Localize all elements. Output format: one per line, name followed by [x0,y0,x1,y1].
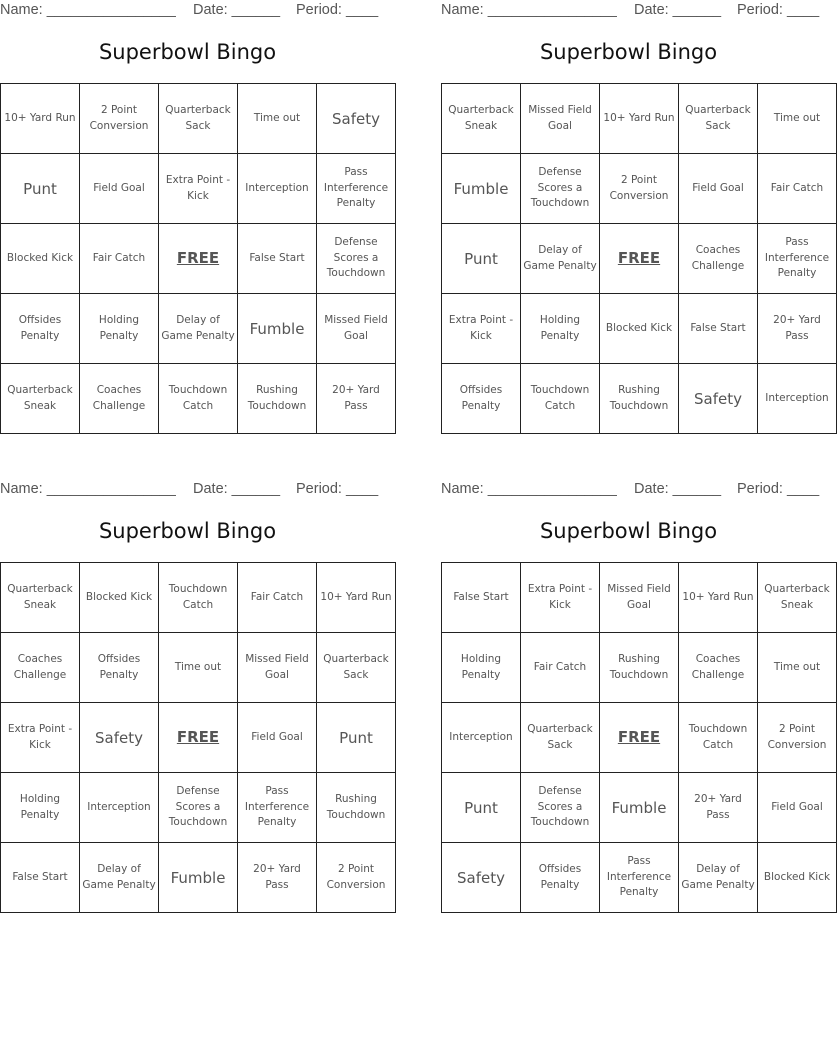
bingo-cell: Quarterback Sack [317,633,396,703]
grid-row [1,703,396,773]
bingo-cell: Time out [238,84,317,154]
bingo-cell: 20+ Yard Pass [238,843,317,913]
bingo-cell: Extra Point - Kick [521,563,600,633]
bingo-cell: 10+ Yard Run [317,563,396,633]
bingo-cell: False Start [679,294,758,364]
bingo-cell: 2 Point Conversion [80,84,159,154]
bingo-cell: Fair Catch [238,563,317,633]
bingo-cell: 10+ Yard Run [679,563,758,633]
bingo-cell: Holding Penalty [521,294,600,364]
bingo-cell: Quarterback Sack [521,703,600,773]
card-title: Superbowl Bingo [539,40,718,64]
grid-row [442,773,837,843]
bingo-cell: Time out [159,633,238,703]
free-space-cell: FREE [159,703,238,773]
grid-row [1,563,396,633]
bingo-cell: 20+ Yard Pass [317,364,396,434]
bingo-cell: Delay of Game Penalty [521,224,600,294]
bingo-cell: Fair Catch [521,633,600,703]
grid-row [442,843,837,913]
bingo-grid [441,83,837,434]
card-title: Superbowl Bingo [98,40,277,64]
bingo-cell: Fumble [442,154,521,224]
bingo-cell: Interception [80,773,159,843]
student-info-line [441,2,820,20]
bingo-cell: 2 Point Conversion [317,843,396,913]
grid-row [1,224,396,294]
bingo-cell: Defense Scores a Touchdown [317,224,396,294]
bingo-cell: Safety [317,84,396,154]
grid-row [1,84,396,154]
grid-row [1,633,396,703]
grid-row [442,633,837,703]
bingo-cell: Quarterback Sneak [758,563,837,633]
bingo-cell: Touchdown Catch [521,364,600,434]
date-field-label: Date: ______ [634,481,722,497]
bingo-cell: Touchdown Catch [159,563,238,633]
bingo-cell: Delay of Game Penalty [679,843,758,913]
bingo-cell: Blocked Kick [80,563,159,633]
bingo-cell: Coaches Challenge [679,224,758,294]
bingo-cell: Quarterback Sneak [1,364,80,434]
bingo-grid [0,83,396,434]
bingo-cell: Fumble [238,294,317,364]
bingo-cell: Quarterback Sneak [442,84,521,154]
bingo-cell: Holding Penalty [1,773,80,843]
bingo-cell: 2 Point Conversion [600,154,679,224]
bingo-cell: False Start [1,843,80,913]
free-space-cell: FREE [159,224,238,294]
bingo-cell: Holding Penalty [442,633,521,703]
bingo-cell: 10+ Yard Run [600,84,679,154]
bingo-cell: Extra Point - Kick [442,294,521,364]
name-field-label: Name: ________________ [0,2,176,18]
free-space-cell: FREE [600,224,679,294]
bingo-cell: Coaches Challenge [80,364,159,434]
bingo-cell: 2 Point Conversion [758,703,837,773]
bingo-cell: Fair Catch [80,224,159,294]
bingo-cell: Blocked Kick [758,843,837,913]
bingo-cell: Blocked Kick [600,294,679,364]
name-field-label: Name: ________________ [441,2,617,18]
bingo-cell: Offsides Penalty [1,294,80,364]
bingo-cell: Safety [442,843,521,913]
bingo-cell: Delay of Game Penalty [80,843,159,913]
bingo-cell: Delay of Game Penalty [159,294,238,364]
bingo-cell: Punt [442,224,521,294]
grid-row [1,843,396,913]
bingo-cell: Extra Point - Kick [1,703,80,773]
period-field-label: Period: ____ [296,481,379,497]
bingo-cell: Field Goal [758,773,837,843]
bingo-cell: Missed Field Goal [238,633,317,703]
period-field-label: Period: ____ [296,2,379,18]
bingo-grid [0,562,396,913]
bingo-cell: Fair Catch [758,154,837,224]
bingo-cell: Offsides Penalty [521,843,600,913]
bingo-cell: Quarterback Sneak [1,563,80,633]
bingo-cell: Field Goal [238,703,317,773]
bingo-cell: Coaches Challenge [1,633,80,703]
free-space-cell: FREE [600,703,679,773]
bingo-cell: Missed Field Goal [521,84,600,154]
grid-row [1,773,396,843]
bingo-cell: Extra Point - Kick [159,154,238,224]
bingo-cell: Safety [679,364,758,434]
grid-row [442,364,837,434]
bingo-cell: Blocked Kick [1,224,80,294]
bingo-cell: Missed Field Goal [600,563,679,633]
bingo-cell: Defense Scores a Touchdown [159,773,238,843]
grid-row [442,224,837,294]
bingo-grid [441,562,837,913]
bingo-cell: False Start [238,224,317,294]
bingo-cell: Field Goal [679,154,758,224]
grid-row [442,563,837,633]
bingo-cell: Rushing Touchdown [317,773,396,843]
grid-row [442,154,837,224]
name-field-label: Name: ________________ [441,481,617,497]
bingo-cell: Coaches Challenge [679,633,758,703]
bingo-cell: Defense Scores a Touchdown [521,154,600,224]
bingo-cell: 20+ Yard Pass [758,294,837,364]
grid-row [1,364,396,434]
bingo-cell: Quarterback Sack [159,84,238,154]
bingo-cell: False Start [442,563,521,633]
bingo-cell: Touchdown Catch [159,364,238,434]
bingo-cell: Rushing Touchdown [600,364,679,434]
bingo-cell: Interception [758,364,837,434]
bingo-cell: 20+ Yard Pass [679,773,758,843]
grid-row [442,703,837,773]
bingo-cell: Pass Interference Penalty [600,843,679,913]
bingo-cell: Holding Penalty [80,294,159,364]
bingo-cell: Pass Interference Penalty [238,773,317,843]
bingo-cell: Interception [442,703,521,773]
card-title: Superbowl Bingo [539,519,718,543]
bingo-cell: Pass Interference Penalty [317,154,396,224]
bingo-cell: Interception [238,154,317,224]
bingo-cell: Punt [1,154,80,224]
bingo-cell: Rushing Touchdown [238,364,317,434]
bingo-cell: Pass Interference Penalty [758,224,837,294]
bingo-cell: Offsides Penalty [80,633,159,703]
student-info-line [441,481,820,499]
bingo-cell: Time out [758,84,837,154]
grid-row [442,84,837,154]
bingo-cell: Missed Field Goal [317,294,396,364]
date-field-label: Date: ______ [193,481,281,497]
date-field-label: Date: ______ [193,2,281,18]
bingo-cell: Rushing Touchdown [600,633,679,703]
date-field-label: Date: ______ [634,2,722,18]
bingo-cell: Punt [317,703,396,773]
bingo-cell: Field Goal [80,154,159,224]
bingo-cell: Safety [80,703,159,773]
bingo-cell: Touchdown Catch [679,703,758,773]
period-field-label: Period: ____ [737,481,820,497]
student-info-line [0,481,379,499]
period-field-label: Period: ____ [737,2,820,18]
bingo-cell: Punt [442,773,521,843]
grid-row [1,154,396,224]
bingo-cell: Defense Scores a Touchdown [521,773,600,843]
student-info-line [0,2,379,20]
grid-row [442,294,837,364]
bingo-cell: 10+ Yard Run [1,84,80,154]
bingo-cell: Offsides Penalty [442,364,521,434]
bingo-cell: Time out [758,633,837,703]
name-field-label: Name: ________________ [0,481,176,497]
card-title: Superbowl Bingo [98,519,277,543]
grid-row [1,294,396,364]
bingo-cell: Fumble [159,843,238,913]
bingo-cell: Quarterback Sack [679,84,758,154]
bingo-cell: Fumble [600,773,679,843]
